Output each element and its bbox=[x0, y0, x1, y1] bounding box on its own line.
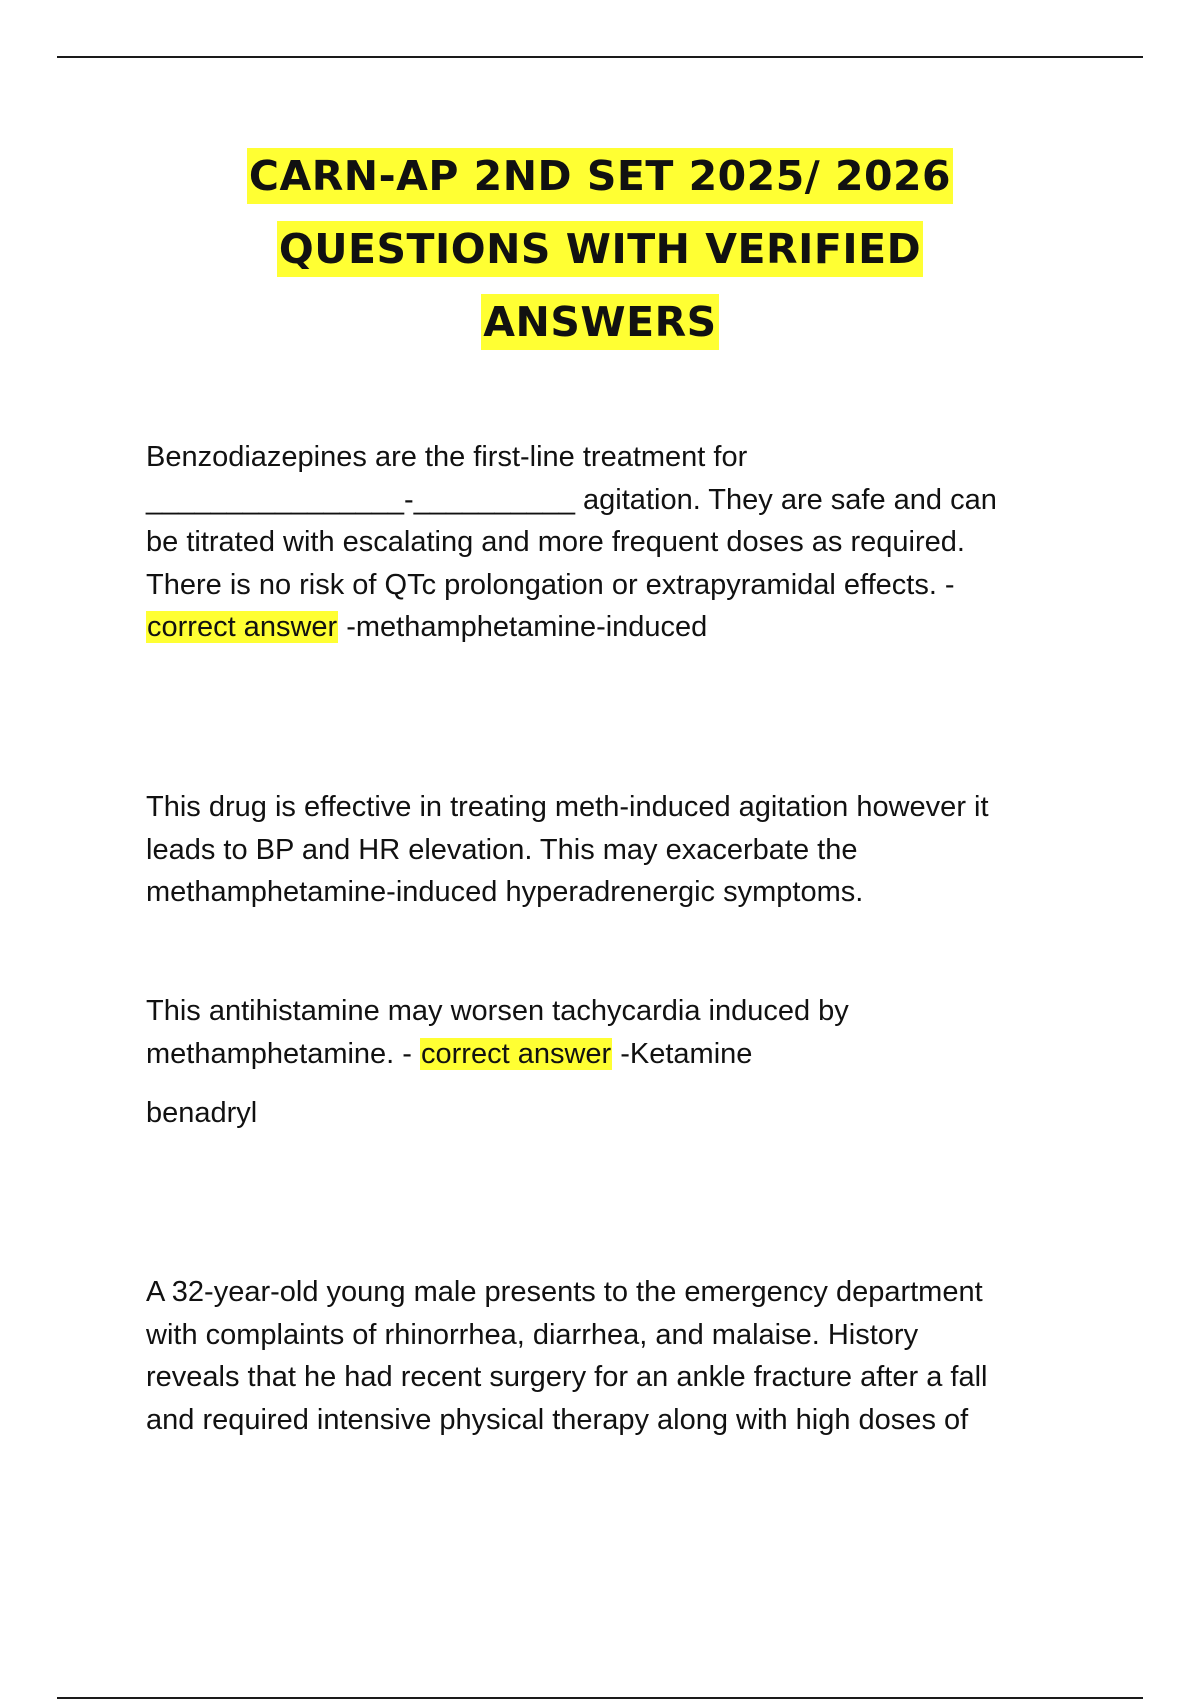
title-line-1: CARN-AP 2ND SET 2025/ 2026 bbox=[247, 148, 953, 204]
question-1-answer: -methamphetamine-induced bbox=[338, 611, 708, 643]
question-1-answer-line bbox=[146, 606, 1106, 649]
question-1 bbox=[146, 436, 1106, 649]
question-4-line-1: A 32-year-old young male presents to the emergency department bbox=[146, 1276, 983, 1308]
question-3-line-2-prefix: methamphetamine. - bbox=[146, 1037, 421, 1070]
question-2 bbox=[146, 786, 1106, 914]
question-4 bbox=[146, 1271, 1106, 1441]
question-1-line-4: There is no risk of QTc prolongation or extrapyramidal effects. - bbox=[146, 568, 955, 601]
question-4-line-4: and required intensive physical therapy along with high doses of bbox=[146, 1403, 969, 1436]
document-title bbox=[100, 140, 1100, 359]
question-4-line-2: with complaints of rhinorrhea, diarrhea, and malaise. History bbox=[146, 1318, 919, 1351]
question-3-answer: -Ketamine bbox=[612, 1037, 753, 1070]
correct-answer-label: correct answer bbox=[421, 1037, 612, 1070]
title-line-3: ANSWERS bbox=[481, 294, 718, 350]
question-3-extra bbox=[146, 1092, 1106, 1135]
question-2-line-3: methamphetamine-induced hyperadrenergic symptoms. bbox=[146, 876, 864, 908]
question-3-answer-line bbox=[146, 1033, 1106, 1076]
question-3 bbox=[146, 990, 1106, 1075]
question-1-line-3: be titrated with escalating and more frequent doses as required. bbox=[146, 526, 965, 558]
question-4-line-3: reveals that he had recent surgery for an ankle fracture after a fall bbox=[146, 1361, 988, 1393]
top-rule bbox=[57, 56, 1143, 58]
title-line-2: QUESTIONS WITH VERIFIED bbox=[277, 221, 923, 277]
correct-answer-label: correct answer bbox=[147, 611, 338, 643]
question-2-line-1: This drug is effective in treating meth-induced agitation however it bbox=[146, 791, 989, 823]
question-3-extra-line: benadryl bbox=[146, 1097, 258, 1129]
question-1-line-2: ________________-__________ agitation. They are safe and can bbox=[146, 483, 997, 516]
question-3-line-1: This antihistamine may worsen tachycardia induced by bbox=[146, 995, 849, 1027]
question-2-line-2: leads to BP and HR elevation. This may exacerbate the bbox=[146, 833, 858, 866]
bottom-rule bbox=[57, 1697, 1143, 1699]
question-1-line-1: Benzodiazepines are the first-line treatment for bbox=[146, 441, 748, 473]
